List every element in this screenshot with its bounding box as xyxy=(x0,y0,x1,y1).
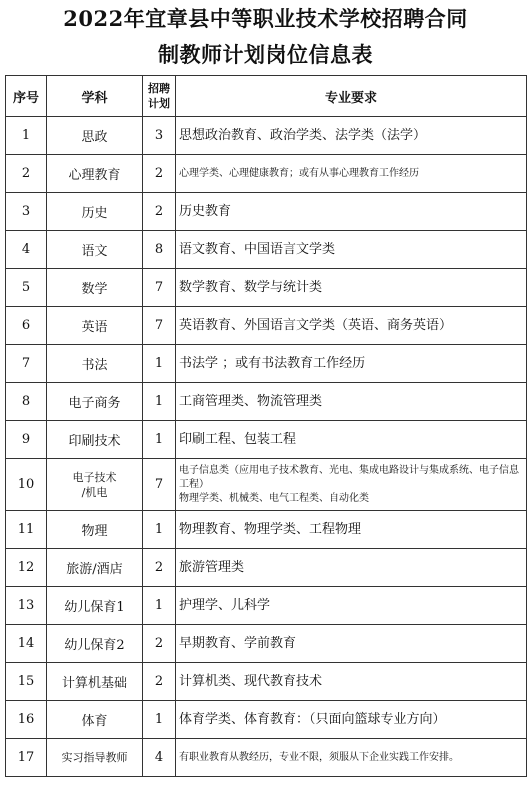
cell-subject xyxy=(47,459,143,511)
cell-no: 6 xyxy=(6,307,47,345)
cell-count: 2 xyxy=(143,155,176,193)
table-row xyxy=(6,587,527,625)
table-row xyxy=(6,421,527,459)
cell-no: 4 xyxy=(6,231,47,269)
cell-requirement-line-2: 物理学类、机械类、电气工程类、自动化类 xyxy=(179,492,369,504)
cell-subject: 数学 xyxy=(47,269,143,307)
cell-count: 1 xyxy=(143,701,176,739)
cell-no: 7 xyxy=(6,345,47,383)
cell-count: 2 xyxy=(143,549,176,587)
cell-requirement: 早期教育、学前教育 xyxy=(176,625,527,663)
cell-requirement: 历史教育 xyxy=(176,193,527,231)
cell-subject: 计算机基础 xyxy=(47,663,143,701)
cell-no: 16 xyxy=(6,701,47,739)
cell-subject-line-1: 电子技术 xyxy=(72,470,117,484)
header-hire-line-1: 招聘 xyxy=(148,82,170,95)
cell-requirement: 工商管理类、物流管理类 xyxy=(176,383,527,421)
cell-count: 4 xyxy=(143,739,176,777)
cell-requirement: 印刷工程、包装工程 xyxy=(176,421,527,459)
cell-no: 12 xyxy=(6,549,47,587)
cell-count: 2 xyxy=(143,625,176,663)
cell-subject: 历史 xyxy=(47,193,143,231)
cell-count: 7 xyxy=(143,459,176,511)
cell-no: 17 xyxy=(6,739,47,777)
cell-subject: 思政 xyxy=(47,117,143,155)
cell-requirement: 数学教育、数学与统计类 xyxy=(176,269,527,307)
cell-requirement: 物理教育、物理学类、工程物理 xyxy=(176,511,527,549)
cell-requirement: 有职业教育从教经历，专业不限，须服从下企业实践工作安排。 xyxy=(176,739,527,777)
cell-no: 11 xyxy=(6,511,47,549)
cell-no: 8 xyxy=(6,383,47,421)
cell-requirement: 体育学类、体育教育：（只面向篮球专业方向） xyxy=(176,701,527,739)
cell-subject: 电子商务 xyxy=(47,383,143,421)
table-row xyxy=(6,459,527,511)
cell-requirement: 心理学类、心理健康教育；或有从事心理教育工作经历 xyxy=(176,155,527,193)
title-line-2: 制教师计划岗位信息表 xyxy=(158,42,373,67)
cell-subject: 实习指导教师 xyxy=(47,739,143,777)
cell-subject: 印刷技术 xyxy=(47,421,143,459)
cell-no: 1 xyxy=(6,117,47,155)
table-row xyxy=(6,701,527,739)
cell-no: 5 xyxy=(6,269,47,307)
cell-count: 2 xyxy=(143,193,176,231)
cell-subject: 幼儿保育2 xyxy=(47,625,143,663)
table-row xyxy=(6,511,527,549)
cell-requirement: 书法学 ；或有书法教育工作经历 xyxy=(176,345,527,383)
cell-subject: 心理教育 xyxy=(47,155,143,193)
header-hire-line-2: 计划 xyxy=(148,97,170,110)
table-row xyxy=(6,269,527,307)
cell-requirement: 护理学、儿科学 xyxy=(176,587,527,625)
cell-requirement: 旅游管理类 xyxy=(176,549,527,587)
table-row xyxy=(6,549,527,587)
cell-no: 10 xyxy=(6,459,47,511)
table-header-row xyxy=(6,76,527,117)
table-row xyxy=(6,155,527,193)
cell-requirement: 语文教育、中国语言文学类 xyxy=(176,231,527,269)
cell-count: 7 xyxy=(143,269,176,307)
cell-count: 1 xyxy=(143,421,176,459)
cell-no: 3 xyxy=(6,193,47,231)
cell-no: 9 xyxy=(6,421,47,459)
cell-subject: 幼儿保育1 xyxy=(47,587,143,625)
cell-subject: 书法 xyxy=(47,345,143,383)
cell-requirement xyxy=(176,459,527,511)
cell-count: 1 xyxy=(143,511,176,549)
header-requirement: 专业要求 xyxy=(176,76,527,117)
cell-no: 2 xyxy=(6,155,47,193)
table-row xyxy=(6,345,527,383)
table-row xyxy=(6,625,527,663)
cell-count: 1 xyxy=(143,587,176,625)
cell-count: 3 xyxy=(143,117,176,155)
cell-requirement: 思想政治教育、政治学类、法学类（法学） xyxy=(176,117,527,155)
cell-subject: 语文 xyxy=(47,231,143,269)
table-row xyxy=(6,383,527,421)
position-table xyxy=(5,75,527,777)
cell-count: 1 xyxy=(143,383,176,421)
table-row xyxy=(6,739,527,777)
cell-subject: 英语 xyxy=(47,307,143,345)
header-subject: 学科 xyxy=(47,76,143,117)
cell-subject: 体育 xyxy=(47,701,143,739)
cell-requirement: 计算机类、现代教育技术 xyxy=(176,663,527,701)
title-line-1: 2022年宜章县中等职业技术学校招聘合同 xyxy=(63,6,468,31)
cell-requirement-line-1: 电子信息类（应用电子技术教育、光电、集成电路设计与集成系统、电子信息工程） xyxy=(179,464,519,490)
table-row xyxy=(6,231,527,269)
cell-subject-line-2: /机电 xyxy=(81,485,108,499)
cell-count: 2 xyxy=(143,663,176,701)
cell-count: 8 xyxy=(143,231,176,269)
header-no: 序号 xyxy=(6,76,47,117)
cell-count: 1 xyxy=(143,345,176,383)
table-row xyxy=(6,663,527,701)
cell-subject: 旅游/酒店 xyxy=(47,549,143,587)
cell-subject: 物理 xyxy=(47,511,143,549)
table-row xyxy=(6,117,527,155)
header-hire-plan xyxy=(143,76,176,117)
cell-no: 14 xyxy=(6,625,47,663)
cell-no: 13 xyxy=(6,587,47,625)
cell-count: 7 xyxy=(143,307,176,345)
cell-requirement: 英语教育、外国语言文学类（英语、商务英语） xyxy=(176,307,527,345)
cell-no: 15 xyxy=(6,663,47,701)
table-row xyxy=(6,193,527,231)
table-row xyxy=(6,307,527,345)
